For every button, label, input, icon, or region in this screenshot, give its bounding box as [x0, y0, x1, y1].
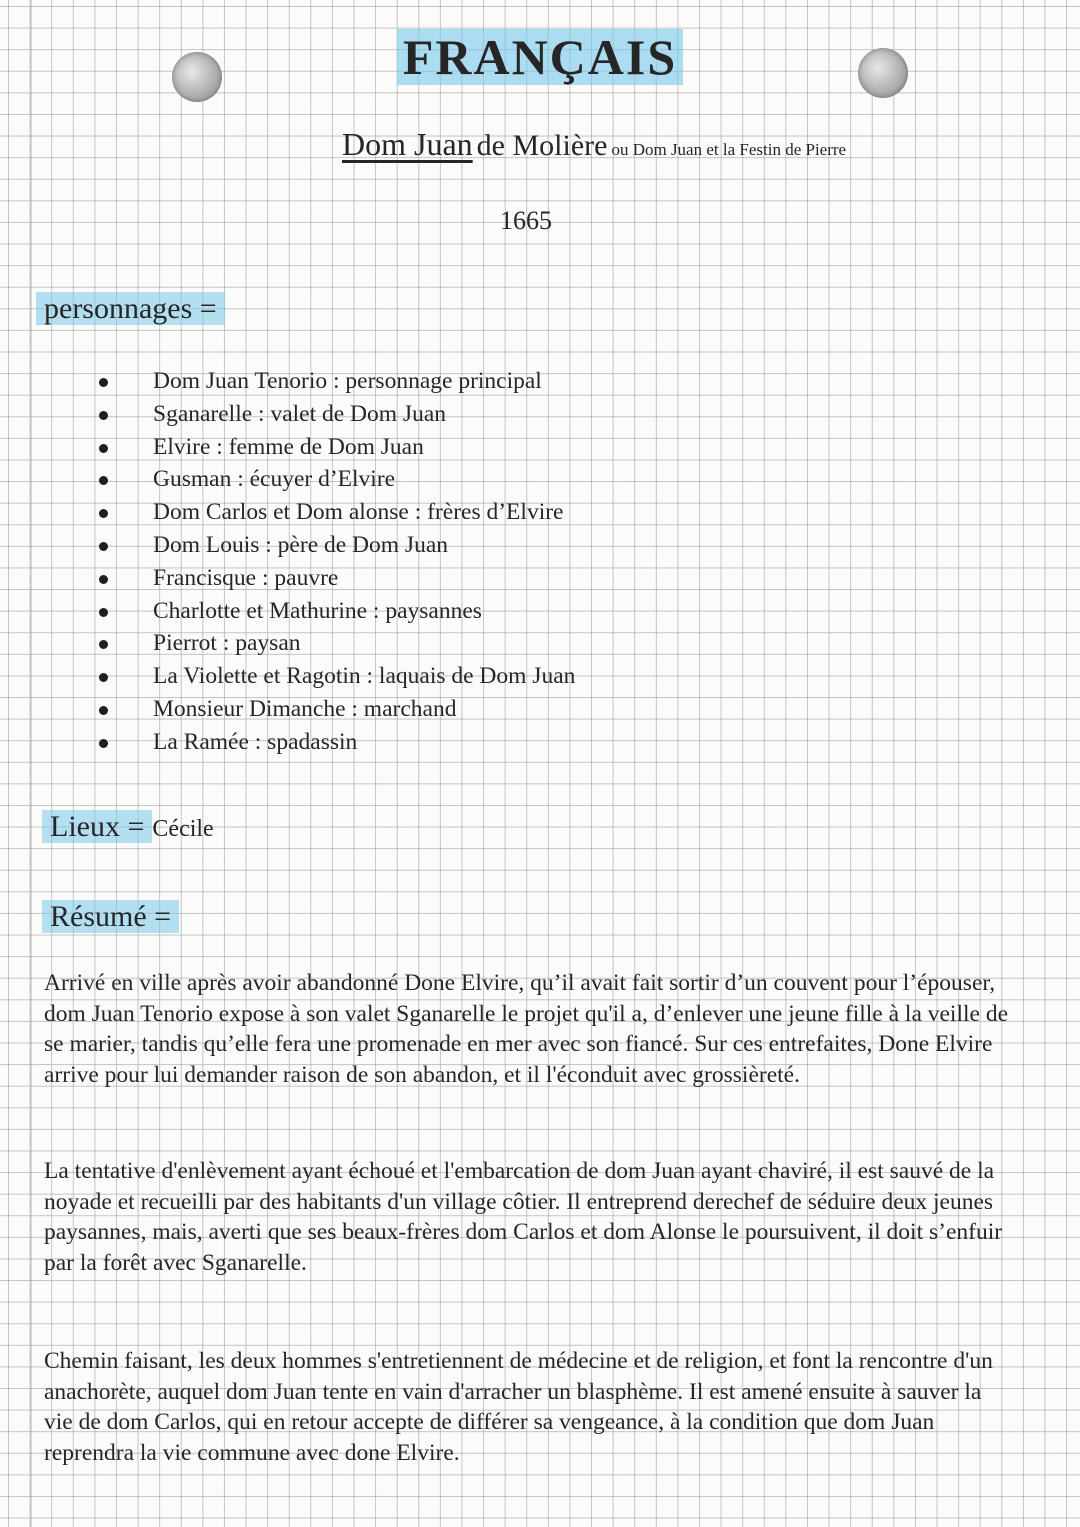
play-heading	[342, 126, 846, 163]
resume-paragraph-1: Arrivé en ville après avoir abandonné Done Elvire, qu’il avait fait sortir d’un couvent pour l’épouser, dom Juan Tenorio expose à son valet Sganarelle le projet qu'il a, d’enlever une jeune fille à la veille de se marier, tandis qu’elle fera une promenade en mer avec son fiancé. Sur ces entrefaites, Done Elvire arrive pour lui demander raison de son abandon, et il l'éconduit avec grossièreté.	[44, 970, 1009, 1088]
list-item: Elvire : femme de Dom Juan	[95, 431, 575, 464]
list-item: Francisque : pauvre	[95, 562, 575, 595]
play-year: 1665	[500, 206, 552, 235]
resume-paragraph-2: La tentative d'enlèvement ayant échoué et l'embarcation de dom Juan ayant chaviré, il est sauvé de la noyade et recueilli par des habitants d'un village côtier. Il entreprend derechef de séduire deux jeunes paysannes, mais, averti que ses beaux-frères dom Carlos et dom Alonse le poursuivent, il doit s’enfuir par la forêt avec Sganarelle.	[44, 1158, 1003, 1276]
list-item: Pierrot : paysan	[95, 627, 575, 660]
resume-label: Résumé =	[42, 900, 179, 933]
resume-heading	[42, 900, 179, 934]
notebook-margin-line	[30, 0, 32, 1527]
list-item: Gusman : écuyer d’Elvire	[95, 463, 575, 496]
page-title	[0, 28, 1080, 86]
character-list	[95, 365, 575, 759]
personnages-label: personnages =	[36, 292, 225, 325]
list-item: La Violette et Ragotin : laquais de Dom Juan	[95, 660, 575, 693]
page-title-text: FRANÇAIS	[397, 29, 683, 85]
play-title: Dom Juan	[342, 126, 473, 162]
list-item: Sganarelle : valet de Dom Juan	[95, 398, 575, 431]
personnages-heading	[36, 292, 225, 326]
lieux-label: Lieux =	[42, 810, 152, 843]
list-item: Dom Louis : père de Dom Juan	[95, 529, 575, 562]
play-author: de Molière	[476, 129, 608, 162]
lieux-heading	[42, 810, 214, 844]
play-alt-title: ou Dom Juan et la Festin de Pierre	[611, 140, 847, 159]
resume-paragraph-3: Chemin faisant, les deux hommes s'entretiennent de médecine et de religion, et font la rencontre d'un anachorète, auquel dom Juan tente en vain d'arracher un blasphème. Il est amené ensuite à sauver la vie de dom Carlos, qui en retour accepte de différer sa vengeance, à la condition que dom Juan reprendra la vie commune avec done Elvire.	[44, 1348, 993, 1466]
list-item: Charlotte et Mathurine : paysannes	[95, 595, 575, 628]
list-item: La Ramée : spadassin	[95, 726, 575, 759]
list-item: Monsieur Dimanche : marchand	[95, 693, 575, 726]
list-item: Dom Carlos et Dom alonse : frères d’Elvire	[95, 496, 575, 529]
list-item: Dom Juan Tenorio : personnage principal	[95, 365, 575, 398]
lieux-value: Cécile	[152, 816, 214, 842]
